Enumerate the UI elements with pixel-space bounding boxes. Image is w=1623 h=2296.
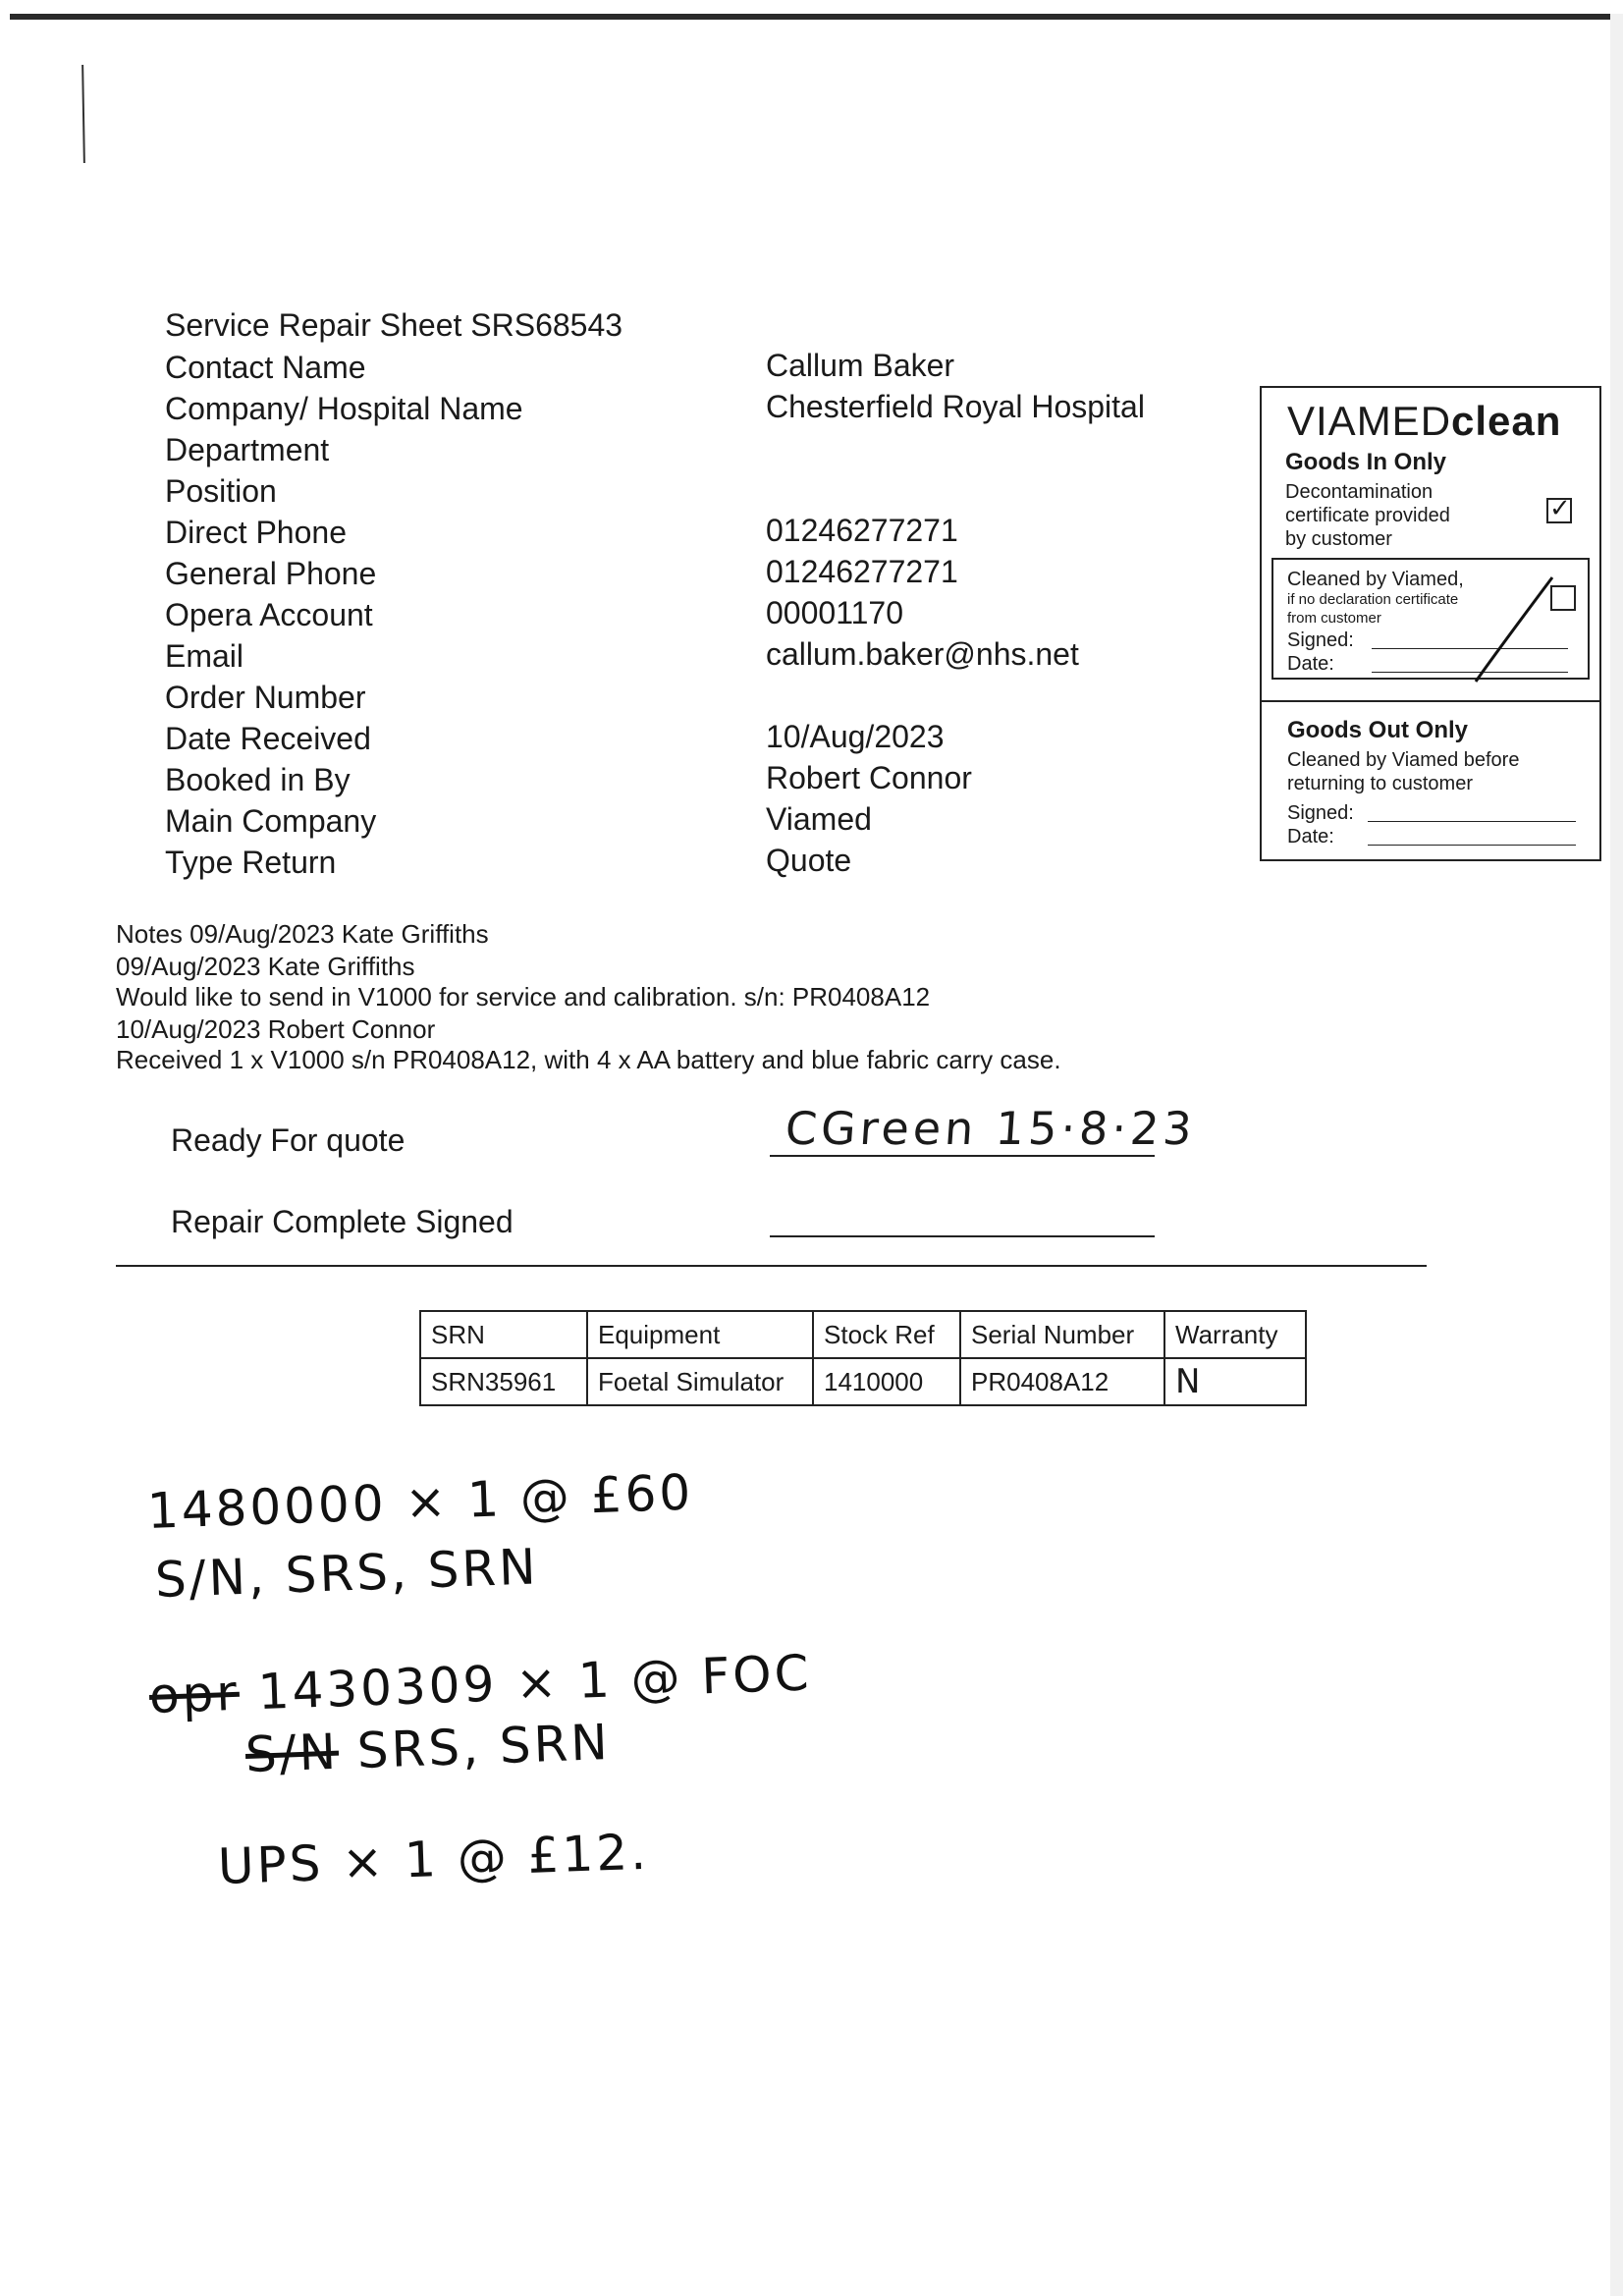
goods-in-text-2: certificate provided: [1285, 505, 1450, 526]
goods-out-text-2: returning to customer: [1287, 773, 1473, 794]
field-value-email: callum.baker@nhs.net: [766, 636, 1079, 672]
field-value-opera-account: 00001170: [766, 595, 903, 630]
goods-out-signed-line: [1368, 821, 1576, 822]
field-label-date-received: Date Received: [165, 721, 371, 756]
header-stock-ref: Stock Ref: [813, 1311, 960, 1358]
goods-in-text-1: Decontamination: [1285, 481, 1434, 503]
handwritten-line-4: [244, 1714, 612, 1783]
notes-line-1: Notes 09/Aug/2023 Kate Griffiths: [116, 919, 489, 949]
field-label-department: Department: [165, 432, 330, 467]
field-label-order-number: Order Number: [165, 680, 366, 715]
viamed-clean-box: [1260, 386, 1601, 861]
cell-warranty: [1164, 1358, 1306, 1405]
field-label-booked-in-by: Booked in By: [165, 762, 351, 797]
header-serial-number: Serial Number: [960, 1311, 1164, 1358]
viamed-clean-logo: VIAMEDclean: [1287, 398, 1562, 444]
handwritten-line-3: [148, 1644, 812, 1724]
cleaned-date-label: Date:: [1287, 653, 1334, 675]
cell-srn: SRN35961: [420, 1358, 587, 1405]
cell-serial-number: PR0408A12: [960, 1358, 1164, 1405]
page-title: Service Repair Sheet SRS68543: [165, 307, 623, 343]
cleaned-small-2: from customer: [1287, 610, 1381, 627]
handwritten-line-4-text: SRS, SRN: [355, 1714, 612, 1780]
notes-line-2: 09/Aug/2023 Kate Griffiths: [116, 952, 415, 981]
table-row: [420, 1358, 1306, 1405]
repair-complete-label: Repair Complete Signed: [171, 1204, 514, 1239]
field-value-contact-name: Callum Baker: [766, 348, 955, 383]
field-value-general-phone: 01246277271: [766, 554, 958, 589]
field-label-email: Email: [165, 638, 244, 674]
goods-out-signed-label: Signed:: [1287, 802, 1354, 824]
cleaned-signed-label: Signed:: [1287, 629, 1354, 651]
cleaned-title: Cleaned by Viamed,: [1287, 569, 1464, 590]
goods-in-text-3: by customer: [1285, 528, 1392, 550]
cleaned-by-viamed-box: [1271, 558, 1590, 680]
handwritten-struck-opr: opr: [147, 1664, 241, 1724]
punch-mark: [81, 65, 85, 163]
handwritten-line-2: S/N, SRS, SRN: [153, 1538, 540, 1609]
cell-equipment: Foetal Simulator: [587, 1358, 813, 1405]
field-value-booked-in-by: Robert Connor: [766, 760, 972, 795]
section-divider: [116, 1265, 1427, 1267]
field-label-direct-phone: Direct Phone: [165, 515, 347, 550]
field-label-company: Company/ Hospital Name: [165, 391, 523, 426]
goods-out-date-label: Date:: [1287, 826, 1334, 847]
goods-out-title: Goods Out Only: [1287, 717, 1468, 743]
scan-edge: [10, 14, 1610, 20]
field-value-direct-phone: 01246277271: [766, 513, 958, 548]
field-value-main-company: Viamed: [766, 801, 872, 837]
equipment-table: [419, 1310, 1307, 1406]
repair-complete-line: [770, 1235, 1155, 1237]
field-label-main-company: Main Company: [165, 803, 377, 839]
field-label-opera-account: Opera Account: [165, 597, 373, 632]
header-warranty: Warranty: [1164, 1311, 1306, 1358]
goods-in-title: Goods In Only: [1285, 449, 1447, 475]
ready-signature: CGreen 15·8·23: [784, 1102, 1198, 1155]
goods-in-checkbox[interactable]: [1546, 494, 1572, 523]
field-label-general-phone: General Phone: [165, 556, 377, 591]
table-header-row: [420, 1311, 1306, 1358]
handwritten-line-1: 1480000 × 1 @ £60: [145, 1463, 695, 1540]
field-label-type-return: Type Return: [165, 845, 337, 880]
clean-box-divider: [1262, 700, 1599, 702]
ready-for-quote-label: Ready For quote: [171, 1122, 406, 1158]
header-equipment: Equipment: [587, 1311, 813, 1358]
field-value-date-received: 10/Aug/2023: [766, 719, 945, 754]
goods-out-text-1: Cleaned by Viamed before: [1287, 749, 1520, 771]
check-mark-icon: ✓: [1549, 494, 1571, 523]
field-label-position: Position: [165, 473, 277, 509]
cleaned-small-1: if no declaration certificate: [1287, 591, 1459, 608]
field-value-type-return: Quote: [766, 843, 852, 878]
warranty-handwritten: N: [1175, 1362, 1201, 1401]
field-label-contact-name: Contact Name: [165, 350, 366, 385]
notes-line-5: Received 1 x V1000 s/n PR0408A12, with 4 x AA battery and blue fabric carry case.: [116, 1045, 1061, 1074]
notes-line-4: 10/Aug/2023 Robert Connor: [116, 1014, 436, 1044]
goods-out-date-line: [1368, 845, 1576, 846]
diagonal-stroke: [1470, 574, 1558, 683]
handwritten-line-3-text: 1430309 × 1 @ FOC: [256, 1644, 813, 1722]
handwritten-struck-sn: S/N: [243, 1722, 340, 1783]
scan-shade: [1610, 14, 1623, 2296]
cell-stock-ref: 1410000: [813, 1358, 960, 1405]
field-value-company: Chesterfield Royal Hospital: [766, 389, 1145, 424]
notes-line-3: Would like to send in V1000 for service and calibration. s/n: PR0408A12: [116, 982, 931, 1011]
header-srn: SRN: [420, 1311, 587, 1358]
handwritten-line-5: UPS × 1 @ £12.: [216, 1823, 650, 1895]
ready-signature-line: [770, 1155, 1155, 1157]
